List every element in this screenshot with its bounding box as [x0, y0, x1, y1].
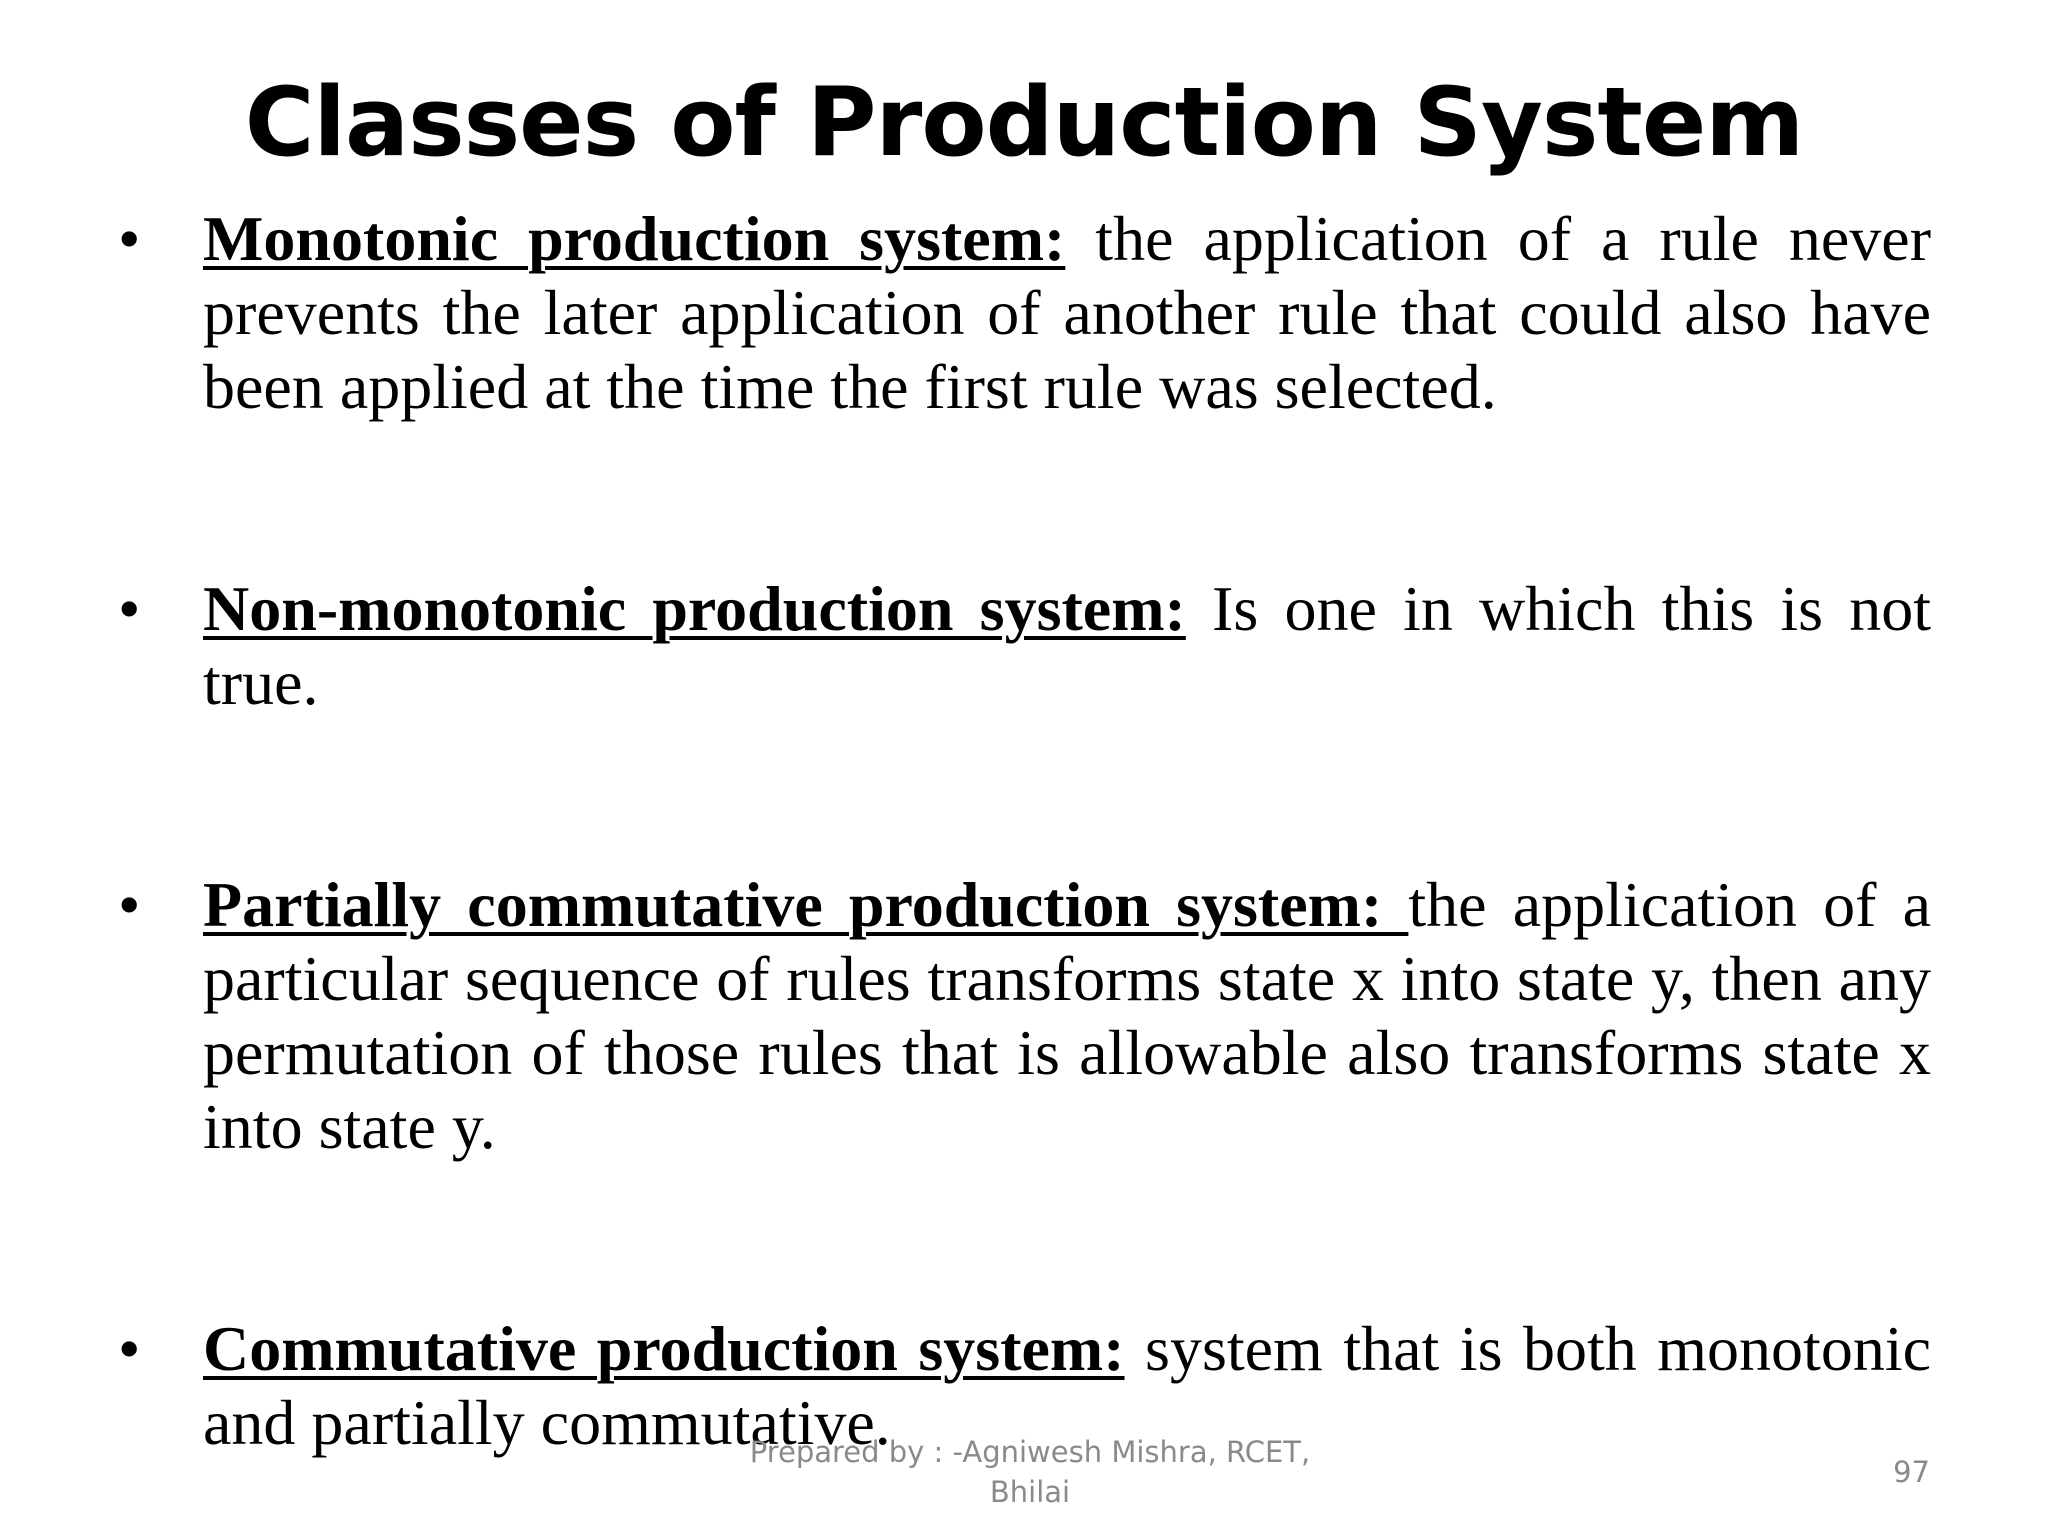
bullet-term: Monotonic production system:	[203, 203, 1066, 274]
slide-title: Classes of Production System	[244, 68, 1804, 178]
bullet-term: Commutative production system:	[203, 1313, 1125, 1384]
bullet-text: the application of a rule never prevents the later application of another rule that could also have been applied at the time the first rule was selected.	[203, 203, 1931, 422]
bullet-item-non-monotonic	[118, 572, 1931, 720]
footer-credit: Prepared by : -Agniwesh Mishra, RCET, Bhilai	[749, 1435, 1311, 1509]
bullet-text: system that is both monotonic and partially commutative.	[203, 1313, 1931, 1458]
bullet-text: Is one in which this is not true.	[203, 573, 1932, 718]
bullet-text: the application of a particular sequence of rules transforms state x into state y, then any permutation of those rules that is allowable also transforms state x into state y.	[203, 869, 1931, 1162]
page-number: 97	[1893, 1455, 1930, 1489]
bullet-list	[118, 202, 1931, 1460]
bullet-marker: •	[118, 1313, 141, 1384]
bullet-marker: •	[118, 573, 141, 644]
bullet-term: Partially commutative production system:	[203, 869, 1409, 940]
bullet-marker: •	[118, 869, 141, 940]
bullet-marker: •	[118, 203, 141, 274]
bullet-term: Non-monotonic production system:	[203, 573, 1186, 644]
bullet-item-partially-commutative	[118, 868, 1931, 1164]
bullet-item-monotonic	[118, 202, 1931, 424]
